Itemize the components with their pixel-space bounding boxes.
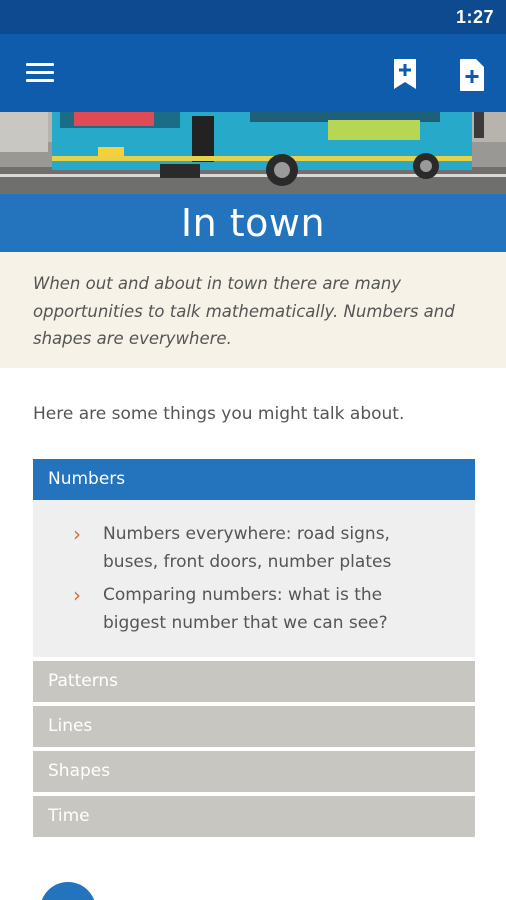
status-time: 1:27 (455, 7, 494, 27)
page-title: In town (180, 201, 326, 245)
hamburger-menu-icon[interactable] (26, 63, 54, 85)
section-header-time[interactable] (33, 796, 475, 837)
chevron-right-icon: › (73, 522, 81, 546)
status-bar (0, 0, 506, 34)
floating-action-button[interactable] (40, 882, 96, 900)
list-item (73, 581, 455, 637)
section-header-shapes[interactable] (33, 751, 475, 792)
list-item-text: Comparing numbers: what is the biggest number that we can see? (103, 585, 388, 633)
app-bar (0, 34, 506, 112)
section-label: Time (48, 806, 90, 826)
section-header-patterns[interactable] (33, 661, 475, 702)
bus-photo (0, 112, 506, 194)
hero-image (0, 112, 506, 194)
section-label: Patterns (48, 671, 119, 691)
section-label: Numbers (48, 469, 126, 489)
section-header-lines[interactable] (33, 706, 475, 747)
section-header-numbers[interactable] (33, 459, 475, 500)
topics-accordion (33, 459, 475, 837)
section-label: Shapes (48, 761, 111, 781)
title-band (0, 194, 506, 252)
list-item-text: Numbers everywhere: road signs, buses, front doors, number plates (103, 524, 392, 572)
intro-box (0, 252, 506, 368)
bookmark-add-icon[interactable] (392, 58, 418, 90)
page-add-icon[interactable] (458, 58, 486, 92)
list-item (73, 520, 455, 576)
chevron-right-icon: › (73, 583, 81, 607)
lead-text: Here are some things you might talk about. (33, 404, 405, 424)
section-body-numbers (33, 500, 475, 657)
section-label: Lines (48, 716, 93, 736)
intro-text: When out and about in town there are many opportunities to talk mathematically. Numbers and shapes are everywhere. (33, 274, 455, 348)
